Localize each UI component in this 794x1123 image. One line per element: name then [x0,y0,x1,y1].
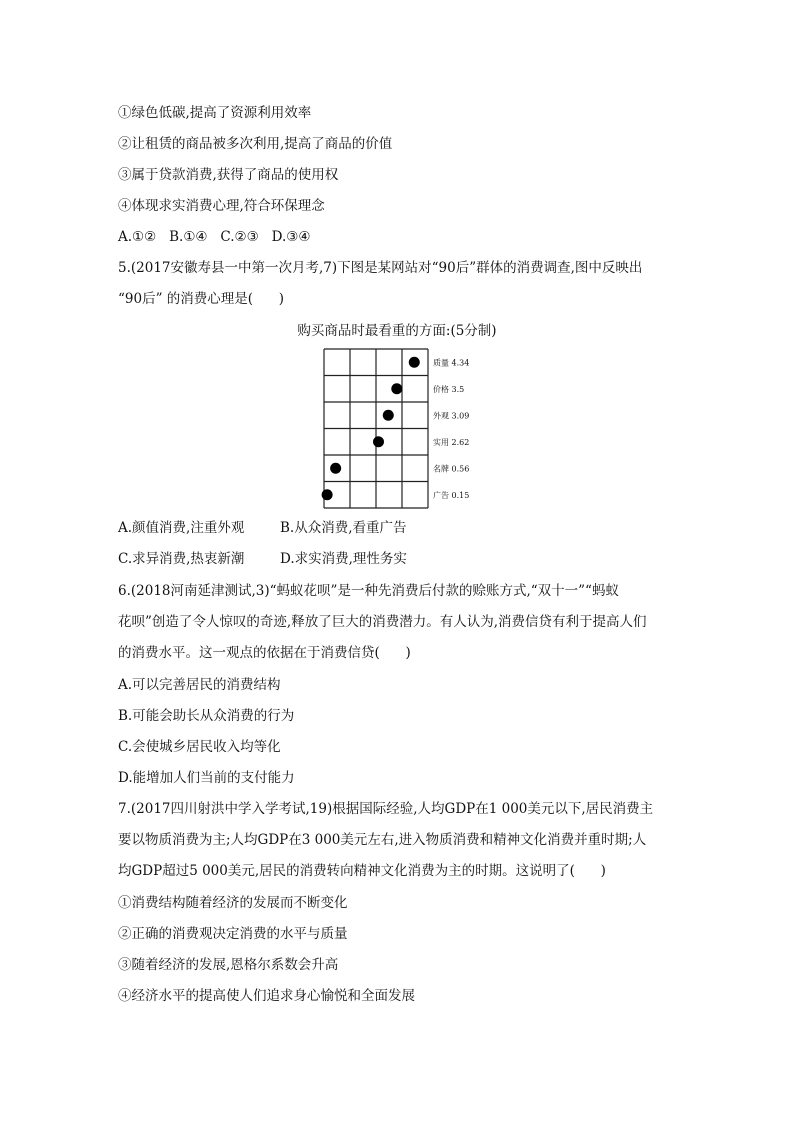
answer-choices-4: A.①② B.①④ C.②③ D.③④ [118,229,311,245]
question-7-line-2: 要以物质消费为主;人均GDP在3 000美元左右,进入物质消费和精神文化消费并重时期;人 [118,832,647,848]
question-5-line-2: “90后” 的消费心理是( ) [118,291,285,307]
option-6a: A.可以完善居民的消费结构 [118,677,281,693]
line-1: ①绿色低碳,提高了资源利用效率 [118,105,312,121]
data-point-5 [330,463,341,474]
data-label-3: 外观 3.09 [433,411,470,421]
question-6-line-1: 6.(2018河南延津测试,3)“蚂蚁花呗”是一种先消费后付款的赊账方式,“双十一”“蚂蚁 [118,583,619,599]
statement-7-4: ④经济水平的提高使人们追求身心愉悦和全面发展 [118,988,415,1004]
data-label-4: 实用 2.62 [433,437,470,447]
data-label-5: 名牌 0.56 [433,464,470,474]
question-5-line-1: 5.(2017安徽寿县一中第一次月考,7)下图是某网站对“90后”群体的消费调查,图中反映出 [118,260,643,276]
question-6-line-3: 的消费水平。这一观点的依据在于消费信贷( ) [118,645,411,661]
data-point-2 [391,383,402,394]
statement-7-2: ②正确的消费观决定消费的水平与质量 [118,926,348,942]
option-5d: D.求实消费,理性务实 [280,551,407,567]
option-6b: B.可能会助长从众消费的行为 [118,708,295,724]
question-6-line-2: 花呗”创造了令人惊叹的奇迹,释放了巨大的消费潜力。有人认为,消费信贷有利于提高人们 [118,614,647,630]
data-label-1: 质量 4.34 [433,358,470,368]
line-3: ③属于贷款消费,获得了商品的使用权 [118,167,339,183]
data-point-6 [322,489,333,500]
data-label-2: 价格 3.5 [433,384,465,394]
data-point-4 [373,436,384,447]
option-5a: A.颜值消费,注重外观 [118,520,245,536]
question-7-line-1: 7.(2017四川射洪中学入学考试,19)根据国际经验,人均GDP在1 000美元以下,居民消费主 [118,801,654,817]
option-6d: D.能增加人们当前的支付能力 [118,770,295,786]
option-5c: C.求异消费,热衷新潮 [118,551,245,567]
data-label-6: 广告 0.15 [433,490,470,500]
line-4: ④体现求实消费心理,符合环保理念 [118,198,325,214]
data-point-3 [383,410,394,421]
consumption-chart [320,346,480,512]
statement-7-3: ③随着经济的发展,恩格尔系数会升高 [118,957,339,973]
question-7-line-3: 均GDP超过5 000美元,居民的消费转向精神文化消费为主的时期。这说明了( ) [118,863,606,879]
option-5b: B.从众消费,看重广告 [280,520,407,536]
chart-title: 购买商品时最看重的方面:(5分制) [297,323,497,339]
statement-7-1: ①消费结构随着经济的发展而不断变化 [118,895,348,911]
data-point-1 [409,357,420,368]
option-6c: C.会使城乡居民收入均等化 [118,739,281,755]
line-2: ②让租赁的商品被多次利用,提高了商品的价值 [118,136,393,152]
